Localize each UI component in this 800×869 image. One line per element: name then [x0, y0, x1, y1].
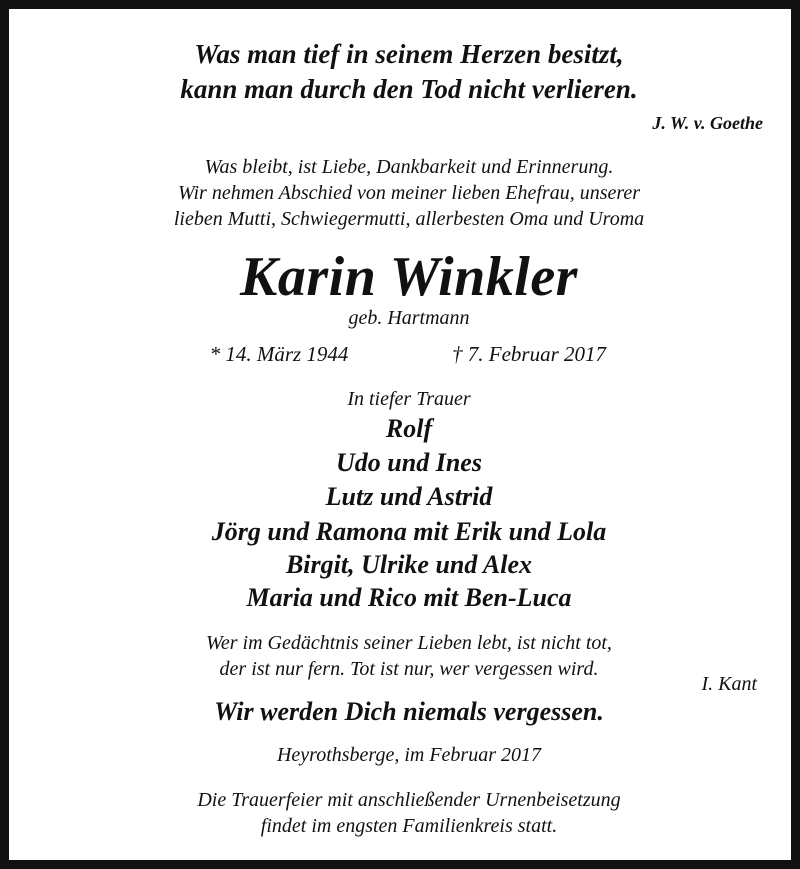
place-date: Heyrothsberge, im Februar 2017 [276, 744, 542, 766]
mourner-name: Birgit, Ulrike und Alex [285, 550, 533, 579]
mourner-name: Udo und Ines [336, 448, 482, 477]
intro-line-1: Was bleibt, ist Liebe, Dankbarkeit und Erinnerung. [204, 156, 614, 178]
funeral-note-line-2: findet im engsten Familienkreis statt. [260, 815, 558, 837]
mourner-name: Jörg und Ramona mit Erik und Lola [211, 517, 607, 546]
mourners-heading: In tiefer Trauer [347, 388, 471, 410]
mourner-name: Lutz und Astrid [325, 482, 493, 511]
mourner-name: Rolf [385, 414, 433, 443]
closing-line: Wir werden Dich niemals vergessen. [214, 697, 604, 726]
intro-line-3: lieben Mutti, Schwiegermutti, allerbesten Oma und Uroma [173, 208, 645, 230]
maiden-name: geb. Hartmann [348, 307, 470, 329]
quote-bottom-line-2: der ist nur fern. Tot ist nur, wer vergessen wird. [219, 658, 599, 680]
funeral-note-line-1: Die Trauerfeier mit anschließender Urnenbeisetzung [197, 789, 621, 811]
quote-bottom-line-1: Wer im Gedächtnis seiner Lieben lebt, ist nicht tot, [206, 632, 612, 654]
quote-top-line-2: kann man durch den Tod nicht verlieren. [180, 74, 638, 104]
intro-line-2: Wir nehmen Abschied von meiner lieben Ehefrau, unserer [177, 182, 641, 204]
quote-top-line-1: Was man tief in seinem Herzen besitzt, [194, 39, 624, 69]
mourner-name: Maria und Rico mit Ben-Luca [246, 583, 572, 612]
death-date: † 7. Februar 2017 [452, 342, 606, 366]
deceased-name: Karin Winkler [240, 246, 578, 308]
quote-bottom-author: I. Kant [701, 673, 757, 695]
birth-date: * 14. März 1944 [209, 342, 349, 366]
quote-top-author: J. W. v. Goethe [652, 113, 763, 133]
